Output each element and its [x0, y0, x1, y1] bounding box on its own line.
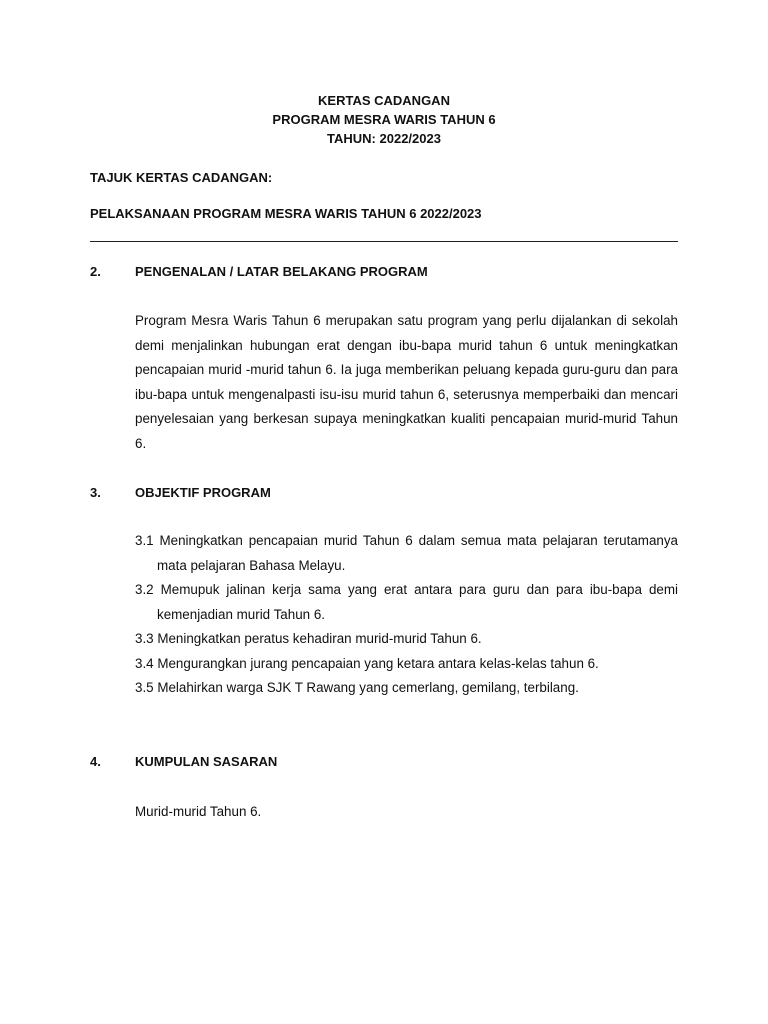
section-heading: OBJEKTIF PROGRAM	[135, 485, 271, 500]
section-number: 4.	[90, 754, 101, 769]
proposal-title: PELAKSANAAN PROGRAM MESRA WARIS TAHUN 6 2022/2023	[90, 206, 482, 221]
section-number: 2.	[90, 264, 101, 279]
objective-item: 3.4 Mengurangkan jurang pencapaian yang ketara antara kelas-kelas tahun 6.	[135, 655, 599, 671]
objective-item: 3.2 Memupuk jalinan kerja sama yang erat antara para guru dan para ibu-bapa demi kemenjadian murid Tahun 6.	[135, 582, 678, 622]
proposal-label: TAJUK KERTAS CADANGAN:	[90, 170, 273, 185]
header-program: PROGRAM MESRA WARIS TAHUN 6	[272, 112, 496, 127]
section-heading: PENGENALAN / LATAR BELAKANG PROGRAM	[135, 264, 428, 279]
objective-item: 3.1 Meningkatkan pencapaian murid Tahun 6 dalam semua mata pelajaran terutamanya mata pelajaran Bahasa Melayu.	[135, 533, 678, 573]
objective-item: 3.3 Meningkatkan peratus kehadiran murid-murid Tahun 6.	[135, 631, 482, 646]
section-number: 3.	[90, 485, 101, 500]
section-heading: KUMPULAN SASARAN	[135, 754, 278, 769]
objective-item: 3.5 Melahirkan warga SJK T Rawang yang cemerlang, gemilang, terbilang.	[135, 680, 579, 695]
section-body-paragraph: Program Mesra Waris Tahun 6 merupakan satu program yang perlu dijalankan di sekolah demi menjalinkan hubungan erat dengan ibu-bapa murid tahun 6 untuk meningkatkan pencapaian murid -murid tahun 6. Ia juga memberikan peluang kepada guru-guru dan para ibu-bapa untuk mengenalpasti isu-isu murid tahun 6, seterusnya memperbaiki dan mencari penyelesaian yang berkesan supaya meningkatkan kualiti pencapaian murid-murid Tahun 6.	[135, 313, 678, 451]
header-title: KERTAS CADANGAN	[318, 93, 450, 108]
header-year: TAHUN: 2022/2023	[327, 131, 441, 146]
objective-list	[135, 529, 678, 701]
divider-line	[90, 241, 678, 242]
target-group-text: Murid-murid Tahun 6.	[135, 804, 262, 819]
